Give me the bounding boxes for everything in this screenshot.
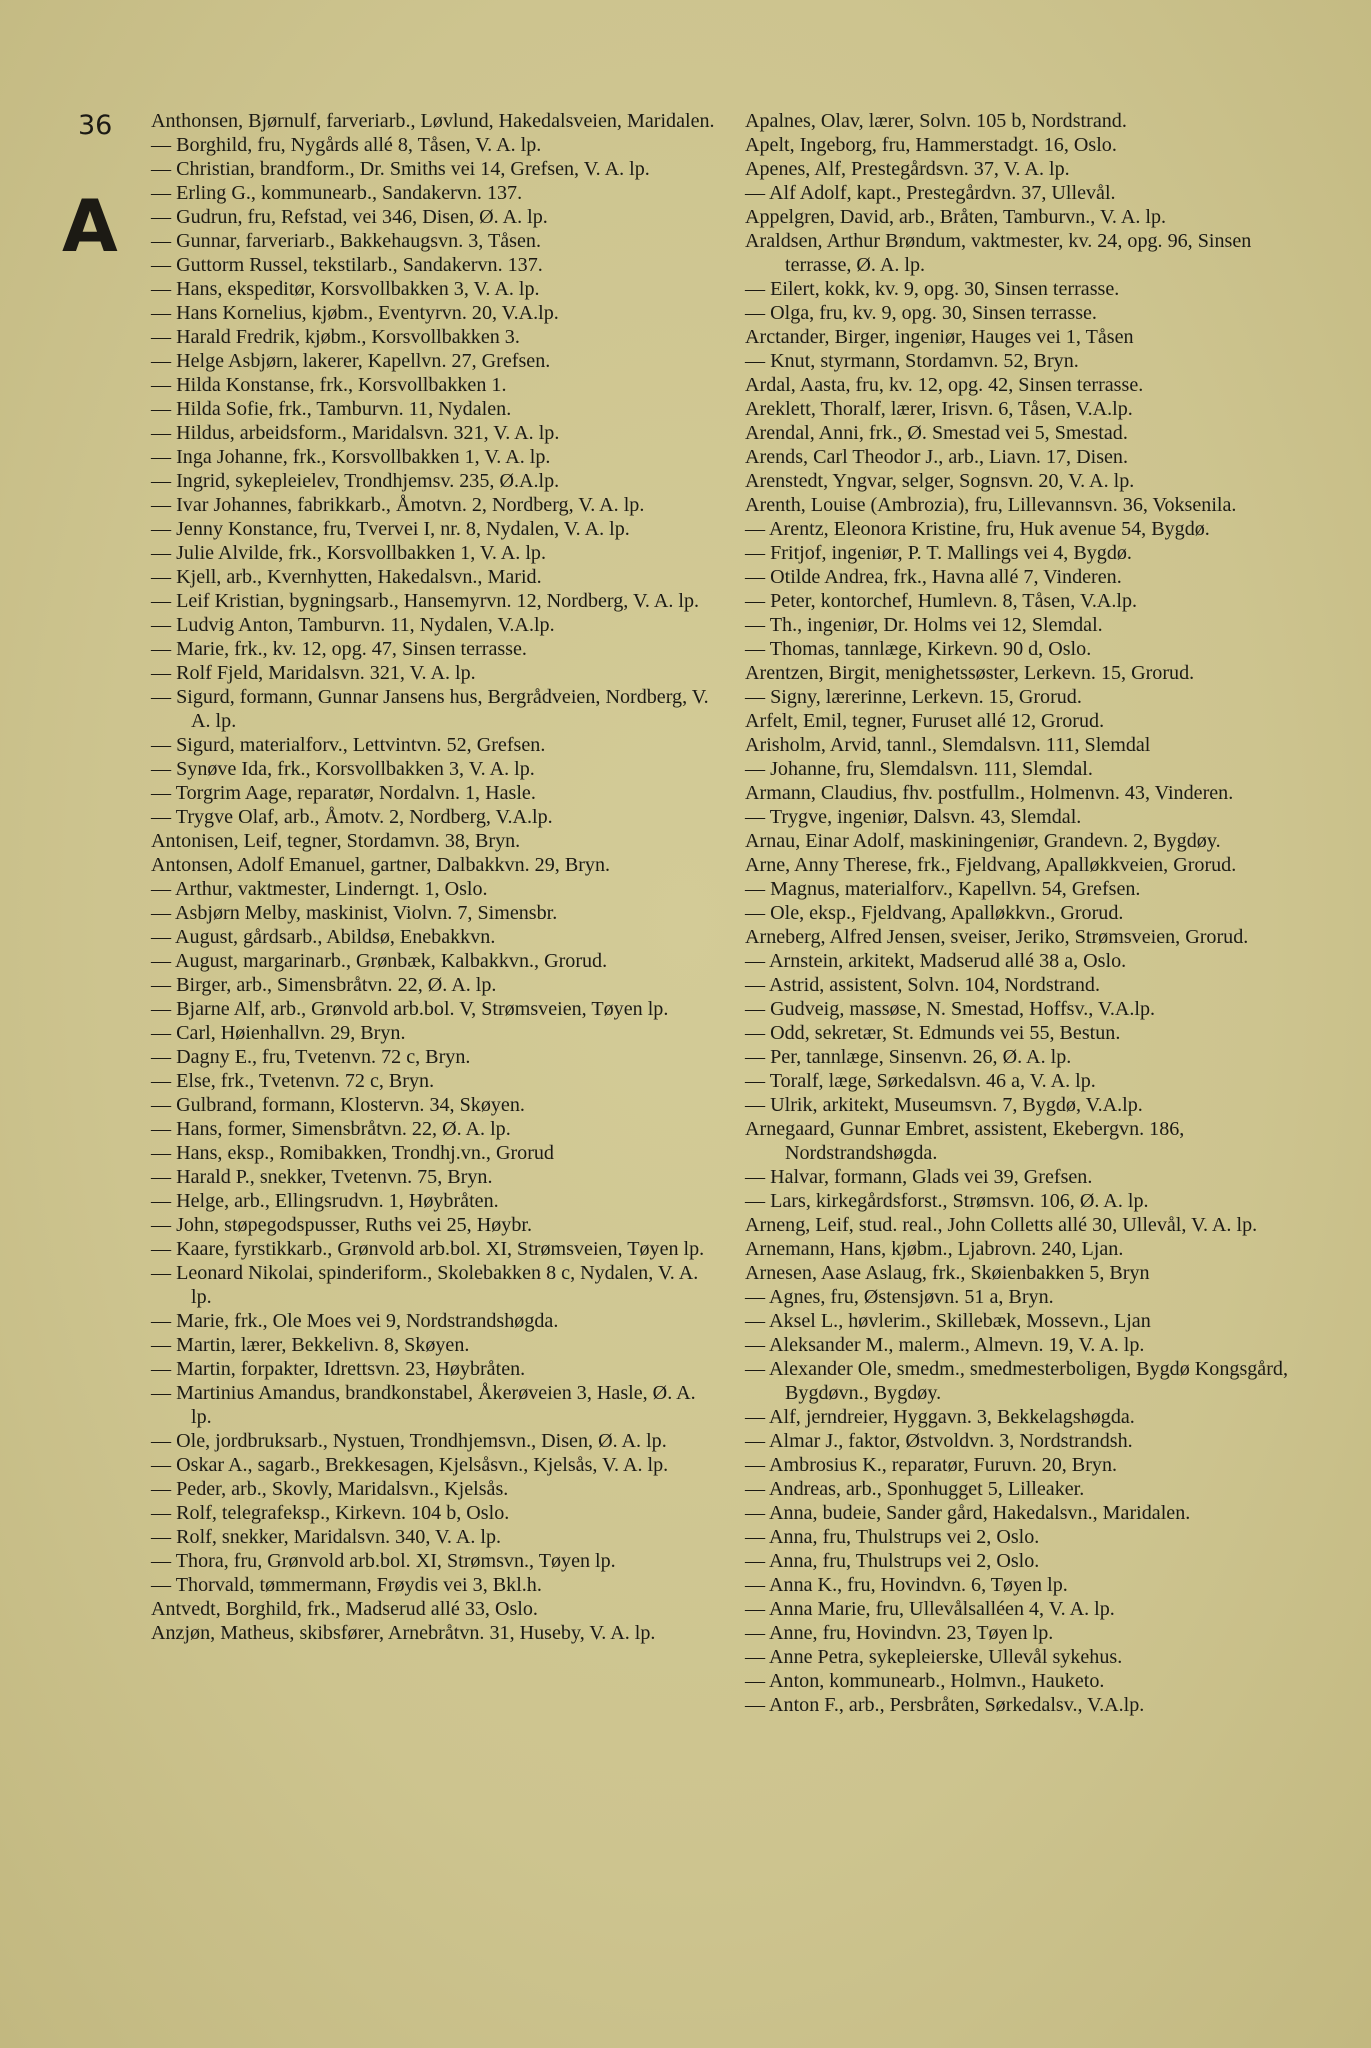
directory-entry: Apalnes, Olav, lærer, Solvn. 105 b, Nordstrand. [745, 110, 1127, 132]
directory-entry: — Anna, fru, Thulstrups vei 2, Oslo. [745, 1526, 1040, 1548]
directory-entry: — Thomas, tannlæge, Kirkevn. 90 d, Oslo. [745, 638, 1092, 660]
directory-entry: — Gudveig, massøse, N. Smestad, Hoffsv., V.A.lp. [745, 998, 1156, 1020]
directory-entry: — Peder, arb., Skovly, Maridalsvn., Kjelsås. [151, 1478, 509, 1500]
directory-entry: — Peter, kontorchef, Humlevn. 8, Tåsen, V.A.lp. [745, 590, 1138, 612]
directory-entry: Anthonsen, Bjørnulf, farveriarb., Løvlund, Hakedalsveien, Maridalen. [151, 110, 715, 132]
directory-entry: Antvedt, Borghild, frk., Madserud allé 33, Oslo. [151, 1598, 538, 1620]
directory-entry: — Inga Johanne, frk., Korsvollbakken 1, V. A. lp. [151, 446, 551, 468]
directory-entry: Arisholm, Arvid, tannl., Slemdalsvn. 111, Slemdal [745, 734, 1151, 756]
directory-entry: — Th., ingeniør, Dr. Holms vei 12, Slemdal. [745, 614, 1103, 636]
directory-entry: — Alf Adolf, kapt., Prestegårdvn. 37, Ullevål. [745, 182, 1116, 204]
directory-entry: — Kaare, fyrstikkarb., Grønvold arb.bol. XI, Strømsveien, Tøyen lp. [151, 1238, 705, 1260]
directory-entry: — Borghild, fru, Nygårds allé 8, Tåsen, V. A. lp. [151, 134, 542, 156]
directory-entry: — Dagny E., fru, Tvetenvn. 72 c, Bryn. [151, 1046, 471, 1068]
directory-entry: Antonsen, Adolf Emanuel, gartner, Dalbakkvn. 29, Bryn. [151, 854, 611, 876]
directory-entry: — Alexander Ole, smedm., smedmesterboligen, Bygdø Kongsgård, Bygdøvn., Bygdøy. [745, 1358, 1288, 1404]
directory-entry: — Fritjof, ingeniør, P. T. Mallings vei 4, Bygdø. [745, 542, 1132, 564]
directory-entry: — Anna K., fru, Hovindvn. 6, Tøyen lp. [745, 1574, 1068, 1596]
directory-entry: Arne, Anny Therese, frk., Fjeldvang, Apalløkkveien, Grorud. [745, 854, 1237, 876]
page-number: 36 [78, 110, 113, 141]
directory-entry: — Eilert, kokk, kv. 9, opg. 30, Sinsen terrasse. [745, 278, 1120, 300]
directory-entry: — Ivar Johannes, fabrikkarb., Åmotvn. 2, Nordberg, V. A. lp. [151, 494, 645, 516]
right-column [745, 109, 1320, 1717]
directory-entry: — Olga, fru, kv. 9, opg. 30, Sinsen terrasse. [745, 302, 1097, 324]
directory-entry: — Agnes, fru, Østensjøvn. 51 a, Bryn. [745, 1286, 1054, 1308]
directory-entry: — Christian, brandform., Dr. Smiths vei 14, Grefsen, V. A. lp. [151, 158, 650, 180]
directory-entry: — Trygve Olaf, arb., Åmotv. 2, Nordberg, V.A.lp. [151, 806, 553, 828]
directory-entry: — Gudrun, fru, Refstad, vei 346, Disen, Ø. A. lp. [151, 206, 548, 228]
directory-entry: Antonisen, Leif, tegner, Stordamvn. 38, Bryn. [151, 830, 521, 852]
directory-entry: — Ludvig Anton, Tamburvn. 11, Nydalen, V.A.lp. [151, 614, 555, 636]
directory-entry: — Ambrosius K., reparatør, Furuvn. 20, Bryn. [745, 1454, 1118, 1476]
directory-entry: — Rolf, telegrafeksp., Kirkevn. 104 b, Oslo. [151, 1502, 510, 1524]
directory-entry: Ardal, Aasta, fru, kv. 12, opg. 42, Sinsen terrasse. [745, 374, 1144, 396]
directory-entry: — Gulbrand, formann, Klostervn. 34, Skøyen. [151, 1094, 525, 1116]
directory-entry: — Per, tannlæge, Sinsenvn. 26, Ø. A. lp. [745, 1046, 1072, 1068]
directory-entry: — Guttorm Russel, tekstilarb., Sandakervn. 137. [151, 254, 543, 276]
directory-entry: — Anna, budeie, Sander gård, Hakedalsvn., Maridalen. [745, 1502, 1191, 1524]
directory-entry: — Julie Alvilde, frk., Korsvollbakken 1, V. A. lp. [151, 542, 546, 564]
directory-entry: — Hans, eksp., Romibakken, Trondhj.vn., Grorud [151, 1142, 554, 1164]
directory-entry: — Aksel L., høvlerim., Skillebæk, Mossevn., Ljan [745, 1310, 1151, 1332]
directory-entry: — Sigurd, materialforv., Lettvintvn. 52, Grefsen. [151, 734, 546, 756]
directory-entry: — Jenny Konstance, fru, Tvervei I, nr. 8, Nydalen, V. A. lp. [151, 518, 630, 540]
directory-entry: — Anna, fru, Thulstrups vei 2, Oslo. [745, 1550, 1040, 1572]
directory-entry: — Sigurd, formann, Gunnar Jansens hus, Bergrådveien, Nordberg, V. A. lp. [151, 686, 709, 732]
directory-entry: — Carl, Høienhallvn. 29, Bryn. [151, 1022, 406, 1044]
directory-entry: — August, gårdsarb., Abildsø, Enebakkvn. [151, 926, 496, 948]
directory-entry: Apenes, Alf, Prestegårdsvn. 37, V. A. lp. [745, 158, 1070, 180]
directory-entry: Arneberg, Alfred Jensen, sveiser, Jeriko, Strømsveien, Grorud. [745, 926, 1249, 948]
directory-entry: — Johanne, fru, Slemdalsvn. 111, Slemdal. [745, 758, 1093, 780]
directory-entry: — Ole, jordbruksarb., Nystuen, Trondhjemsvn., Disen, Ø. A. lp. [151, 1430, 667, 1452]
directory-entry: Arnegaard, Gunnar Embret, assistent, Ekebergvn. 186, Nordstrandshøgda. [745, 1118, 1185, 1164]
directory-entry: Apelt, Ingeborg, fru, Hammerstadgt. 16, Oslo. [745, 134, 1117, 156]
directory-entry: Appelgren, David, arb., Bråten, Tamburvn., V. A. lp. [745, 206, 1167, 228]
directory-entry: — Halvar, formann, Glads vei 39, Grefsen. [745, 1166, 1093, 1188]
directory-entry: Arfelt, Emil, tegner, Furuset allé 12, Grorud. [745, 710, 1105, 732]
directory-entry: — Anna Marie, fru, Ullevålsalléen 4, V. A. lp. [745, 1598, 1115, 1620]
left-column [151, 109, 716, 1645]
directory-entry: — Hans, ekspeditør, Korsvollbakken 3, V. A. lp. [151, 278, 540, 300]
directory-entry: — Alf, jerndreier, Hyggavn. 3, Bekkelagshøgda. [745, 1406, 1135, 1428]
directory-entry: — Toralf, læge, Sørkedalsvn. 46 a, V. A. lp. [745, 1070, 1096, 1092]
directory-entry: — Hilda Konstanse, frk., Korsvollbakken 1. [151, 374, 507, 396]
directory-entry: Arendal, Anni, frk., Ø. Smestad vei 5, Smestad. [745, 422, 1128, 444]
directory-entry: — Marie, frk., kv. 12, opg. 47, Sinsen terrasse. [151, 638, 527, 660]
directory-entry: — Andreas, arb., Sponhugget 5, Lilleaker. [745, 1478, 1085, 1500]
directory-entry: — Birger, arb., Simensbråtvn. 22, Ø. A. lp. [151, 974, 497, 996]
directory-entry: — Magnus, materialforv., Kapellvn. 54, Grefsen. [745, 878, 1141, 900]
directory-entry: — Leonard Nikolai, spinderiform., Skolebakken 8 c, Nydalen, V. A. lp. [151, 1262, 699, 1308]
directory-entry: — Rolf Fjeld, Maridalsvn. 321, V. A. lp. [151, 662, 476, 684]
directory-entry: — Knut, styrmann, Stordamvn. 52, Bryn. [745, 350, 1079, 372]
directory-entry: — Ole, eksp., Fjeldvang, Apalløkkvn., Grorud. [745, 902, 1124, 924]
directory-entry: Arnemann, Hans, kjøbm., Ljabrovn. 240, Ljan. [745, 1238, 1124, 1260]
directory-entry: — Trygve, ingeniør, Dalsvn. 43, Slemdal. [745, 806, 1082, 828]
directory-entry: — Arthur, vaktmester, Linderngt. 1, Oslo. [151, 878, 488, 900]
directory-entry: — Bjarne Alf, arb., Grønvold arb.bol. V, Strømsveien, Tøyen lp. [151, 998, 669, 1020]
directory-entry: — Hans Kornelius, kjøbm., Eventyrvn. 20, V.A.lp. [151, 302, 559, 324]
directory-entry: Arends, Carl Theodor J., arb., Liavn. 17, Disen. [745, 446, 1129, 468]
directory-entry: — Harald Fredrik, kjøbm., Korsvollbakken 3. [151, 326, 520, 348]
directory-entry: — Hilda Sofie, frk., Tamburvn. 11, Nydalen. [151, 398, 512, 420]
directory-entry: Arnesen, Aase Aslaug, frk., Skøienbakken 5, Bryn [745, 1262, 1150, 1284]
directory-entry: — Anne, fru, Hovindvn. 23, Tøyen lp. [745, 1622, 1054, 1644]
directory-entry: — Rolf, snekker, Maridalsvn. 340, V. A. lp. [151, 1526, 502, 1548]
directory-entry: Arenstedt, Yngvar, selger, Sognsvn. 20, V. A. lp. [745, 470, 1135, 492]
directory-entry: — Erling G., kommunearb., Sandakervn. 137. [151, 182, 523, 204]
directory-entry: — Anton F., arb., Persbråten, Sørkedalsv., V.A.lp. [745, 1694, 1145, 1716]
directory-entry: — August, margarinarb., Grønbæk, Kalbakkvn., Grorud. [151, 950, 608, 972]
directory-entry: Arnau, Einar Adolf, maskiningeniør, Grandevn. 2, Bygdøy. [745, 830, 1221, 852]
directory-entry: — Torgrim Aage, reparatør, Nordalvn. 1, Hasle. [151, 782, 536, 804]
directory-entry: — Marie, frk., Ole Moes vei 9, Nordstrandshøgda. [151, 1310, 559, 1332]
directory-entry: Arneng, Leif, stud. real., John Colletts allé 30, Ullevål, V. A. lp. [745, 1214, 1258, 1236]
directory-entry: Anzjøn, Matheus, skibsfører, Arnebråtvn. 31, Huseby, V. A. lp. [151, 1622, 656, 1644]
directory-entry: — Thorvald, tømmermann, Frøydis vei 3, Bkl.h. [151, 1574, 542, 1596]
directory-entry: — Arnstein, arkitekt, Madserud allé 38 a, Oslo. [745, 950, 1127, 972]
directory-entry: — Signy, lærerinne, Lerkevn. 15, Grorud. [745, 686, 1082, 708]
directory-entry: — Ulrik, arkitekt, Museumsvn. 7, Bygdø, V.A.lp. [745, 1094, 1143, 1116]
directory-entry: — Ingrid, sykepleielev, Trondhjemsv. 235, Ø.A.lp. [151, 470, 560, 492]
directory-entry: — Odd, sekretær, St. Edmunds vei 55, Bestun. [745, 1022, 1121, 1044]
directory-entry: — Helge, arb., Ellingsrudvn. 1, Høybråten. [151, 1190, 499, 1212]
directory-entry: — Almar J., faktor, Østvoldvn. 3, Nordstrandsh. [745, 1430, 1133, 1452]
directory-entry: — John, støpegodspusser, Ruths vei 25, Høybr. [151, 1214, 532, 1236]
directory-entry: — Martinius Amandus, brandkonstabel, Åkerøveien 3, Hasle, Ø. A. lp. [151, 1382, 696, 1428]
directory-entry: — Hildus, arbeidsform., Maridalsvn. 321, V. A. lp. [151, 422, 560, 444]
directory-entry: — Otilde Andrea, frk., Havna allé 7, Vinderen. [745, 566, 1122, 588]
directory-entry: Areklett, Thoralf, lærer, Irisvn. 6, Tåsen, V.A.lp. [745, 398, 1133, 420]
directory-entry: Araldsen, Arthur Brøndum, vaktmester, kv. 24, opg. 96, Sinsen terrasse, Ø. A. lp. [745, 230, 1252, 276]
directory-entry: — Leif Kristian, bygningsarb., Hansemyrvn. 12, Nordberg, V. A. lp. [151, 590, 700, 612]
section-letter: A [62, 184, 118, 268]
directory-entry: — Asbjørn Melby, maskinist, Violvn. 7, Simensbr. [151, 902, 558, 924]
directory-entry: — Arentz, Eleonora Kristine, fru, Huk avenue 54, Bygdø. [745, 518, 1210, 540]
directory-entry: — Astrid, assistent, Solvn. 104, Nordstrand. [745, 974, 1100, 996]
directory-entry: — Helge Asbjørn, lakerer, Kapellvn. 27, Grefsen. [151, 350, 551, 372]
directory-entry: — Oskar A., sagarb., Brekkesagen, Kjelsåsvn., Kjelsås, V. A. lp. [151, 1454, 669, 1476]
directory-entry: — Else, frk., Tvetenvn. 72 c, Bryn. [151, 1070, 435, 1092]
directory-entry: — Anton, kommunearb., Holmvn., Hauketo. [745, 1670, 1105, 1692]
directory-entry: Arentzen, Birgit, menighetssøster, Lerkevn. 15, Grorud. [745, 662, 1195, 684]
directory-entry: — Harald P., snekker, Tvetenvn. 75, Bryn. [151, 1166, 493, 1188]
directory-entry: — Martin, lærer, Bekkelivn. 8, Skøyen. [151, 1334, 470, 1356]
directory-entry: — Kjell, arb., Kvernhytten, Hakedalsvn., Marid. [151, 566, 542, 588]
directory-entry: — Martin, forpakter, Idrettsvn. 23, Høybråten. [151, 1358, 526, 1380]
directory-entry: — Hans, former, Simensbråtvn. 22, Ø. A. lp. [151, 1118, 511, 1140]
directory-entry: — Lars, kirkegårdsforst., Strømsvn. 106, Ø. A. lp. [745, 1190, 1149, 1212]
directory-entry: — Anne Petra, sykepleierske, Ullevål sykehus. [745, 1646, 1123, 1668]
directory-entry: Arenth, Louise (Ambrozia), fru, Lillevannsvn. 36, Voksenila. [745, 494, 1237, 516]
directory-entry: — Thora, fru, Grønvold arb.bol. XI, Strømsvn., Tøyen lp. [151, 1550, 616, 1572]
directory-entry: — Aleksander M., malerm., Almevn. 19, V. A. lp. [745, 1334, 1145, 1356]
directory-entry: Armann, Claudius, fhv. postfullm., Holmenvn. 43, Vinderen. [745, 782, 1234, 804]
directory-entry: — Synøve Ida, frk., Korsvollbakken 3, V. A. lp. [151, 758, 535, 780]
directory-entry: — Gunnar, farveriarb., Bakkehaugsvn. 3, Tåsen. [151, 230, 541, 252]
directory-entry: Arctander, Birger, ingeniør, Hauges vei 1, Tåsen [745, 326, 1134, 348]
